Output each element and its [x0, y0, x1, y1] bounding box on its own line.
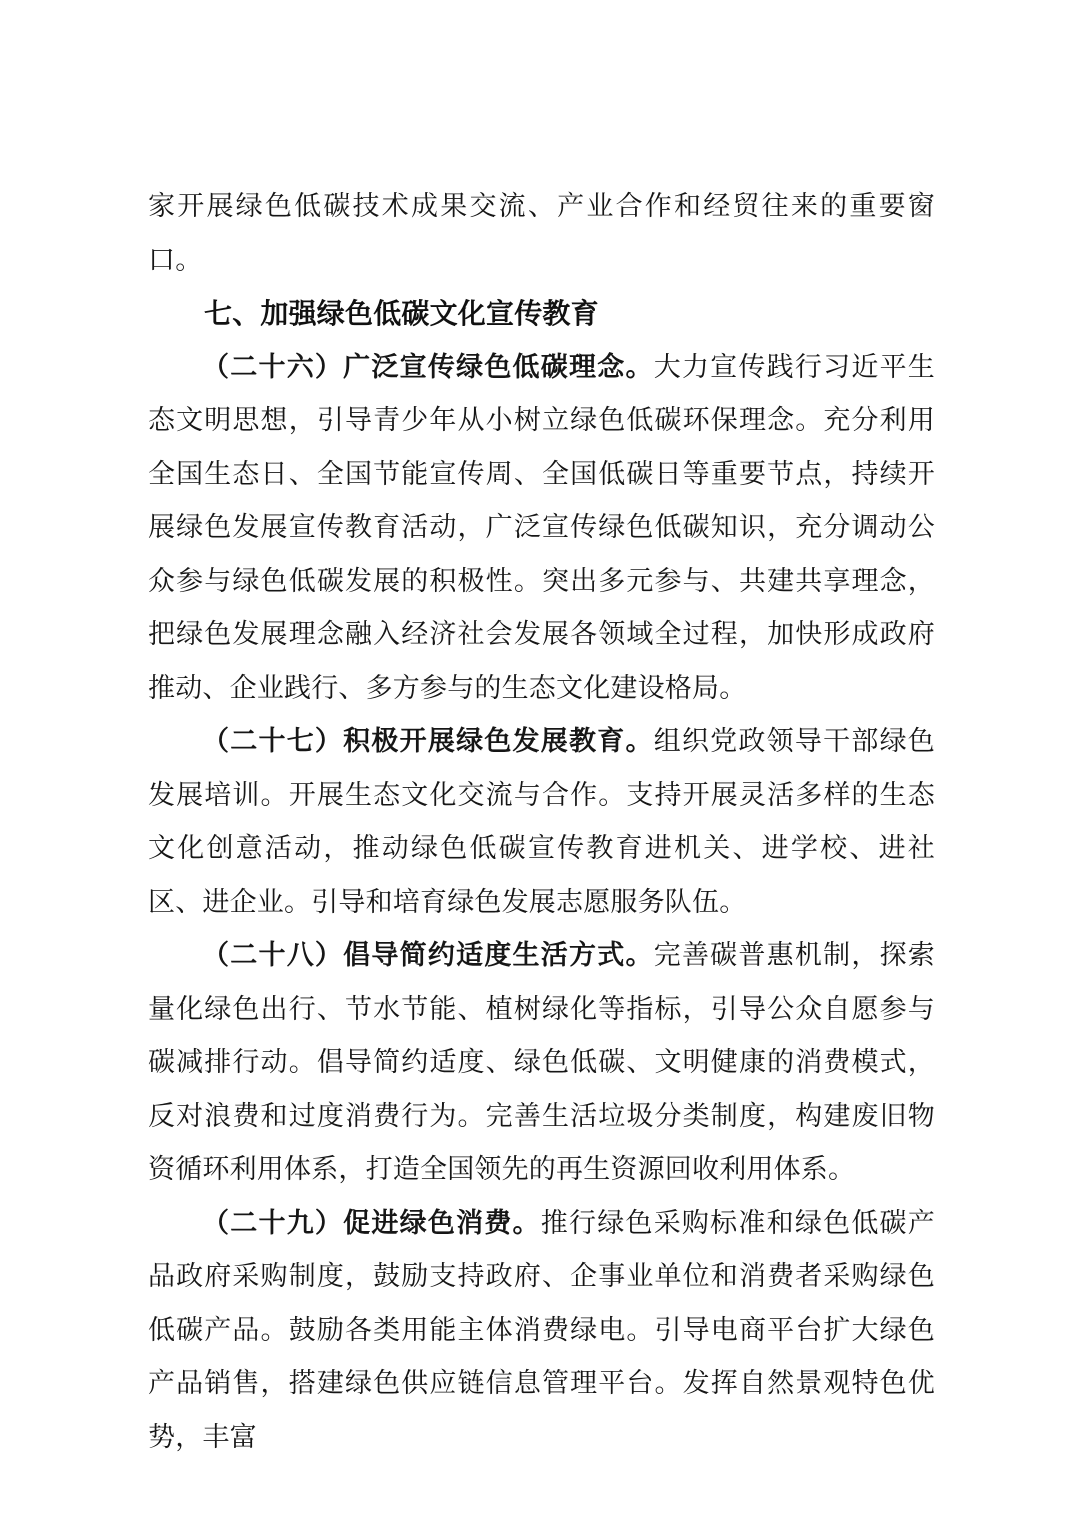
- paragraph-text: 组织党政领导干部绿色发展培训。开展生态文化交流与合作。支持开展灵活多样的生态文化创意活动，推动绿色低碳宣传教育进机关、进学校、进社区、进企业。引导和培育绿色发展志愿服务队伍。: [148, 726, 936, 917]
- section-heading-text: 七、加强绿色低碳文化宣传教育: [204, 298, 599, 329]
- section-heading: [148, 287, 935, 341]
- paragraph-text: 推行绿色采购标准和绿色低碳产品政府采购制度，鼓励支持政府、企事业单位和消费者采购绿色低碳产品。鼓励各类用能主体消费绿电。引导电商平台扩大绿色产品销售，搭建绿色供应链信息管理平台。发挥自然景观特色优势，丰富: [148, 1207, 935, 1452]
- paragraph-26: [148, 341, 935, 716]
- paragraph-29: [148, 1197, 935, 1465]
- paragraph-lead: （二十八）倡导简约适度生活方式。: [202, 940, 654, 970]
- paragraph-27: [148, 715, 935, 929]
- paragraph-continuation: [148, 180, 935, 287]
- paragraph-text: 大力宣传践行习近平生态文明思想，引导青少年从小树立绿色低碳环保理念。充分利用全国生态日、全国节能宣传周、全国低碳日等重要节点，持续开展绿色发展宣传教育活动，广泛宣传绿色低碳知识，充分调动公众参与绿色低碳发展的积极性。突出多元参与、共建共享理念，把绿色发展理念融入经济社会发展各领域全过程，加快形成政府推动、企业践行、多方参与的生态文化建设格局。: [148, 351, 936, 703]
- paragraph-text: 完善碳普惠机制，探索量化绿色出行、节水节能、植树绿化等指标，引导公众自愿参与碳减排行动。倡导简约适度、绿色低碳、文明健康的消费模式，反对浪费和过度消费行为。完善生活垃圾分类制度，构建废旧物资循环利用体系，打造全国领先的再生资源回收利用体系。: [148, 940, 936, 1184]
- paragraph-28: [148, 929, 935, 1197]
- paragraph-text: 家开展绿色低碳技术成果交流、产业合作和经贸往来的重要窗口。: [148, 191, 935, 275]
- paragraph-lead: （二十六）广泛宣传绿色低碳理念。: [202, 351, 654, 382]
- paragraph-lead: （二十九）促进绿色消费。: [202, 1207, 541, 1238]
- paragraph-lead: （二十七）积极开展绿色发展教育。: [202, 726, 654, 756]
